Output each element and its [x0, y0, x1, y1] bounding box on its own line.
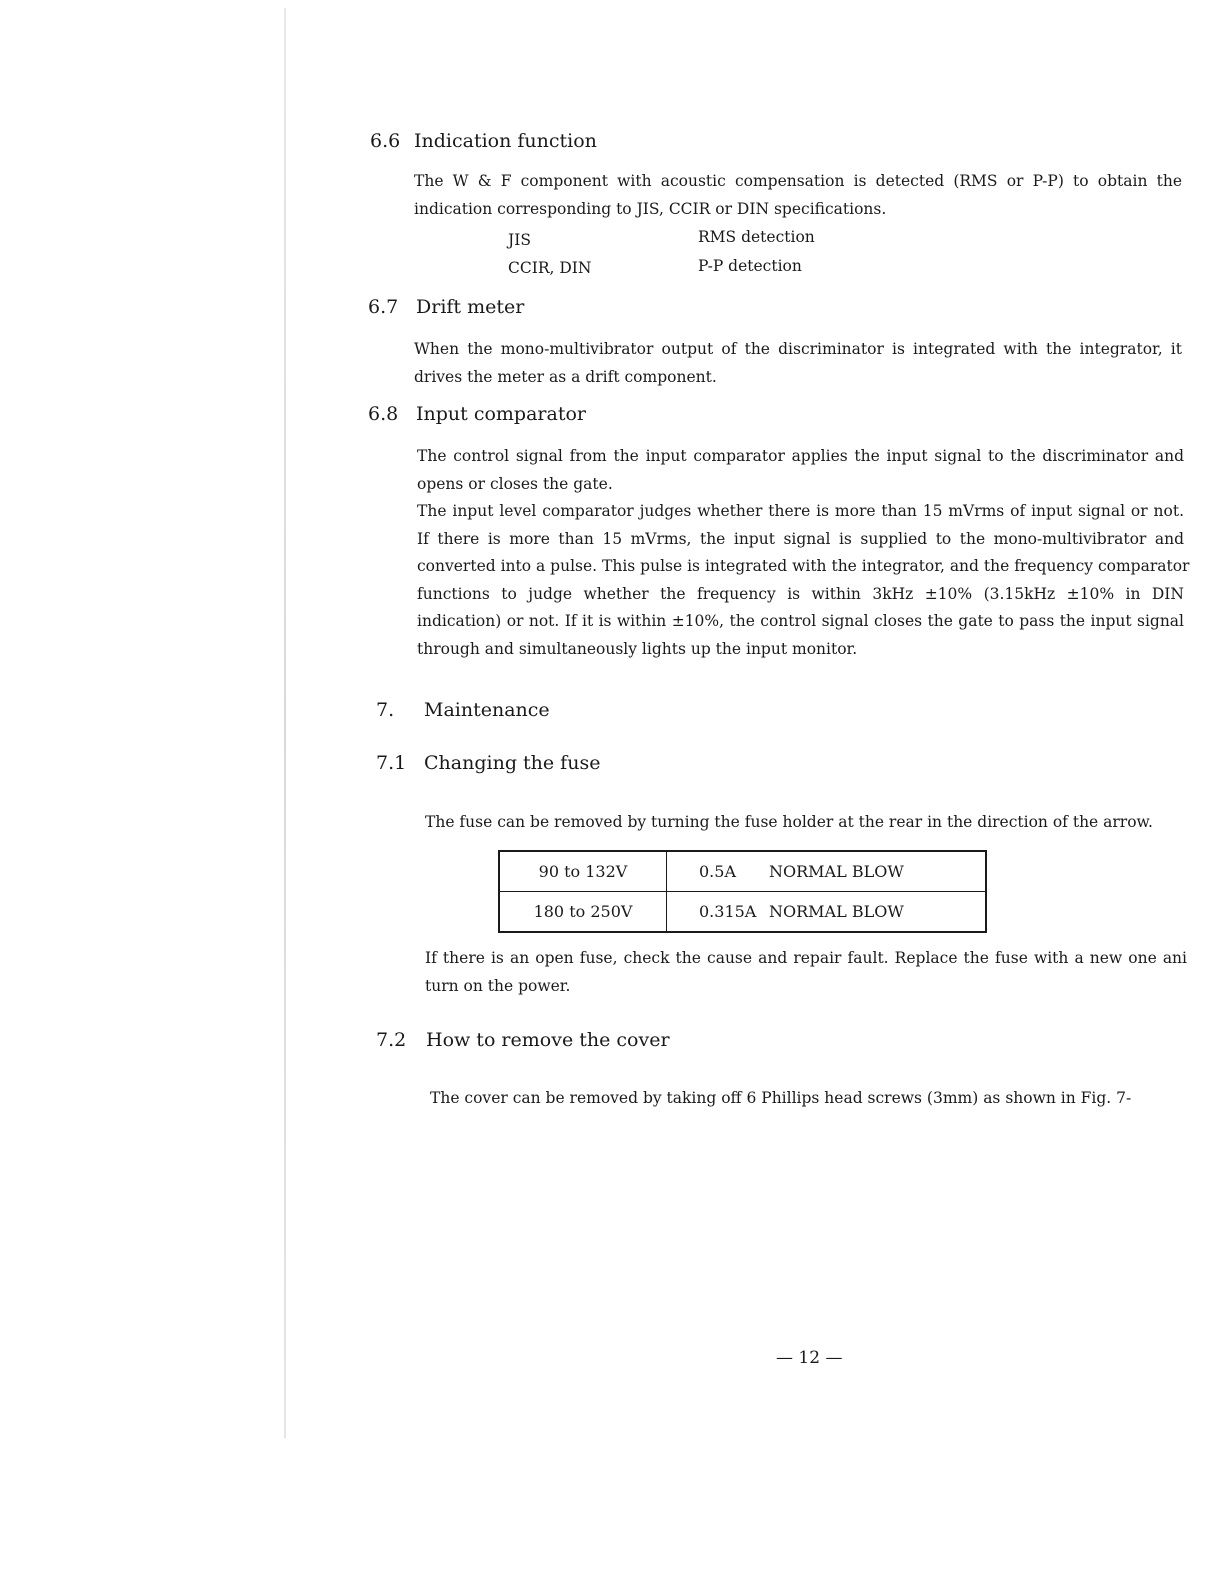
paragraph-line: opens or closes the gate.: [417, 474, 613, 493]
fuse-amperage: 0.315A: [699, 902, 757, 921]
paragraph-line: drives the meter as a drift component.: [414, 367, 717, 386]
section-6-8-paragraph-1: [417, 443, 1184, 498]
fuse-voltage-cell: 90 to 132V: [499, 851, 667, 892]
fuse-table: [498, 850, 987, 933]
section-6-6-paragraph: [414, 168, 1182, 223]
binding-edge-line: [284, 8, 286, 1438]
paragraph-line: The input level comparator judges whether there is more than 15 mVrms of input signal or not.: [417, 502, 1184, 520]
section-6-6-number: 6.6: [370, 130, 401, 152]
fuse-voltage-cell: 180 to 250V: [499, 892, 667, 933]
section-6-8-paragraph-2: [417, 498, 1190, 663]
section-7-1-number: 7.1: [376, 752, 407, 774]
paragraph-line: If there is an open fuse, check the cause and repair fault. Replace the fuse with a new one ani: [425, 949, 1187, 967]
section-7-2-number: 7.2: [376, 1029, 407, 1051]
paragraph-line: The control signal from the input comparator applies the input signal to the discriminator and: [417, 447, 1184, 465]
section-6-8-number: 6.8: [368, 403, 399, 425]
fuse-type: NORMAL BLOW: [769, 902, 904, 921]
section-7-1-title: Changing the fuse: [424, 752, 601, 774]
section-7-1-paragraph: The fuse can be removed by turning the fuse holder at the rear in the direction of the arrow.: [425, 813, 1153, 831]
paragraph-line: indication corresponding to JIS, CCIR or DIN specifications.: [414, 199, 887, 218]
table-row: [499, 892, 986, 933]
paragraph-line: converted into a pulse. This pulse is integrated with the integrator, and the frequency comparator: [417, 557, 1190, 575]
section-7-1-paragraph-after: [425, 945, 1187, 1000]
paragraph-line: If there is more than 15 mVrms, the input signal is supplied to the mono-multivibrator and: [417, 529, 1184, 548]
paragraph-line: through and simultaneously lights up the input monitor.: [417, 639, 858, 658]
fuse-rating-cell: [667, 892, 987, 933]
paragraph-line: functions to judge whether the frequency is within 3kHz ±10% (3.15kHz ±10% in DIN: [417, 584, 1184, 603]
section-6-8-title: Input comparator: [416, 403, 586, 425]
paragraph-line: The W & F component with acoustic compensation is detected (RMS or P-P) to obtain the: [414, 172, 1182, 190]
section-6-7-paragraph: [414, 336, 1182, 391]
section-7-2-title: How to remove the cover: [426, 1029, 670, 1051]
page-number: — 12 —: [776, 1348, 843, 1368]
table-row: [499, 851, 986, 892]
paragraph-line: turn on the power.: [425, 976, 571, 995]
mode-detection-rms: RMS detection: [698, 228, 815, 246]
section-6-6-title: Indication function: [414, 130, 597, 152]
mode-spec-jis: JIS: [508, 231, 531, 249]
paragraph-line: When the mono-multivibrator output of the discriminator is integrated with the integrator, it: [414, 340, 1182, 358]
fuse-type: NORMAL BLOW: [769, 862, 904, 881]
section-7-title: Maintenance: [424, 699, 550, 721]
fuse-amperage: 0.5A: [699, 862, 736, 881]
section-7-2-paragraph: The cover can be removed by taking off 6 Phillips head screws (3mm) as shown in Fig. 7-: [430, 1089, 1132, 1107]
section-6-7-number: 6.7: [368, 296, 399, 318]
mode-spec-ccir-din: CCIR, DIN: [508, 259, 592, 277]
mode-detection-pp: P-P detection: [698, 257, 802, 275]
section-6-7-title: Drift meter: [416, 296, 525, 318]
paragraph-line: indication) or not. If it is within ±10%, the control signal closes the gate to pass the input signal: [417, 612, 1184, 630]
fuse-rating-cell: [667, 851, 987, 892]
section-7-number: 7.: [376, 699, 395, 721]
